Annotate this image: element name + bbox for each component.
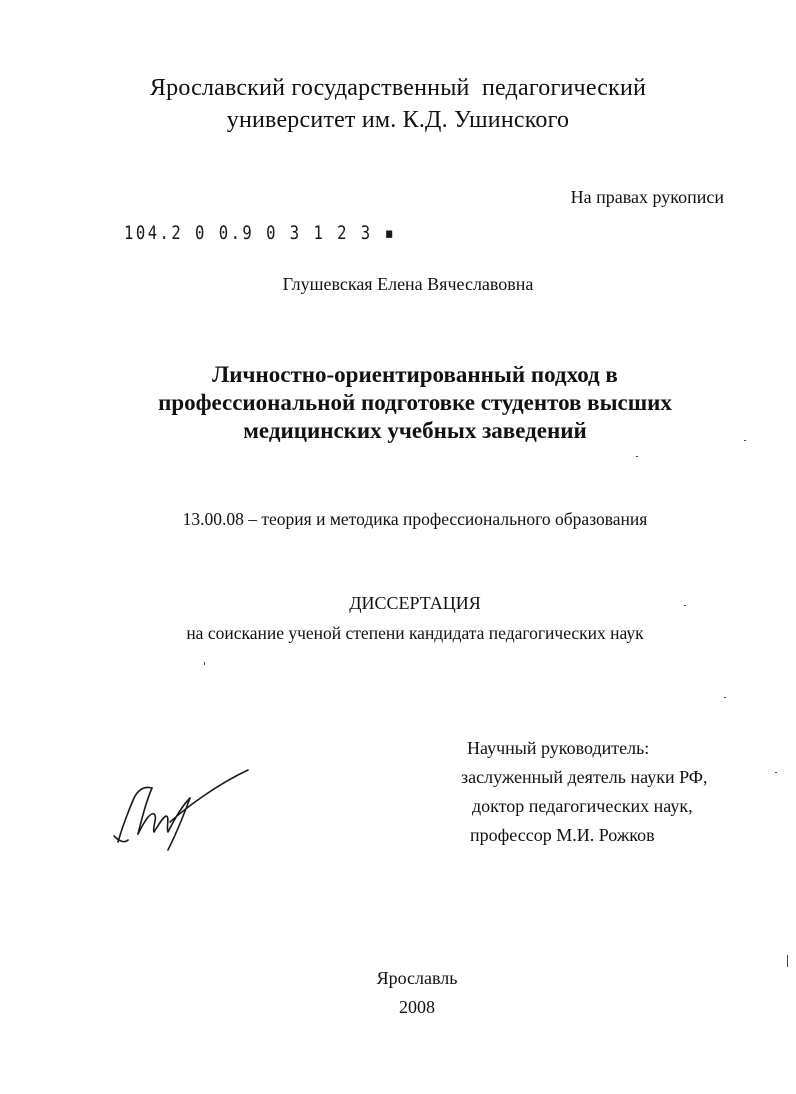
rights-note: На правах рукописи — [570, 187, 724, 207]
scan-speck — [636, 456, 638, 457]
footer-city: Ярославль — [376, 968, 458, 988]
thesis-title — [95, 361, 735, 445]
registry-stamp-mark: ▪ — [372, 222, 397, 244]
advisor-title-line-1: заслуженный деятель науки РФ, — [461, 767, 708, 787]
scan-speck — [744, 440, 746, 441]
document-type-subtitle: на соискание ученой степени кандидата педагогических наук — [186, 623, 644, 643]
registry-stamp — [124, 222, 396, 244]
institution-line-1: Ярославский государственный педагогический — [149, 75, 647, 101]
author-name: Глушевская Елена Вячеславовна — [282, 274, 534, 294]
thesis-title-line-3: медицинских учебных заведений — [243, 418, 587, 443]
registry-stamp-prefix: 1 — [124, 222, 136, 244]
scan-speck — [204, 662, 205, 665]
advisor-name: профессор М.И. Рожков — [470, 825, 655, 845]
specialty-code: 13.00.08 – теория и методика профессионального образования — [182, 509, 648, 529]
scan-speck — [787, 955, 788, 967]
handwritten-signature — [108, 762, 258, 857]
thesis-title-line-2: профессиональной подготовке студентов высших — [158, 390, 672, 415]
institution-line-2: университет им. К.Д. Ушинского — [226, 107, 570, 133]
document-type-label: ДИССЕРТАЦИЯ — [349, 593, 481, 613]
thesis-title-line-1: Личностно-ориентированный подход в — [212, 362, 618, 387]
scan-speck — [724, 697, 726, 698]
registry-stamp-number: 04.2 0 0.9 0 3 1 2 3 — [135, 222, 373, 244]
scan-speck — [684, 605, 686, 606]
scan-speck — [775, 772, 777, 773]
footer-year: 2008 — [399, 997, 435, 1017]
advisor-heading: Научный руководитель: — [467, 738, 650, 758]
institution-header — [0, 72, 796, 136]
advisor-title-line-2: доктор педагогических наук, — [472, 796, 693, 816]
